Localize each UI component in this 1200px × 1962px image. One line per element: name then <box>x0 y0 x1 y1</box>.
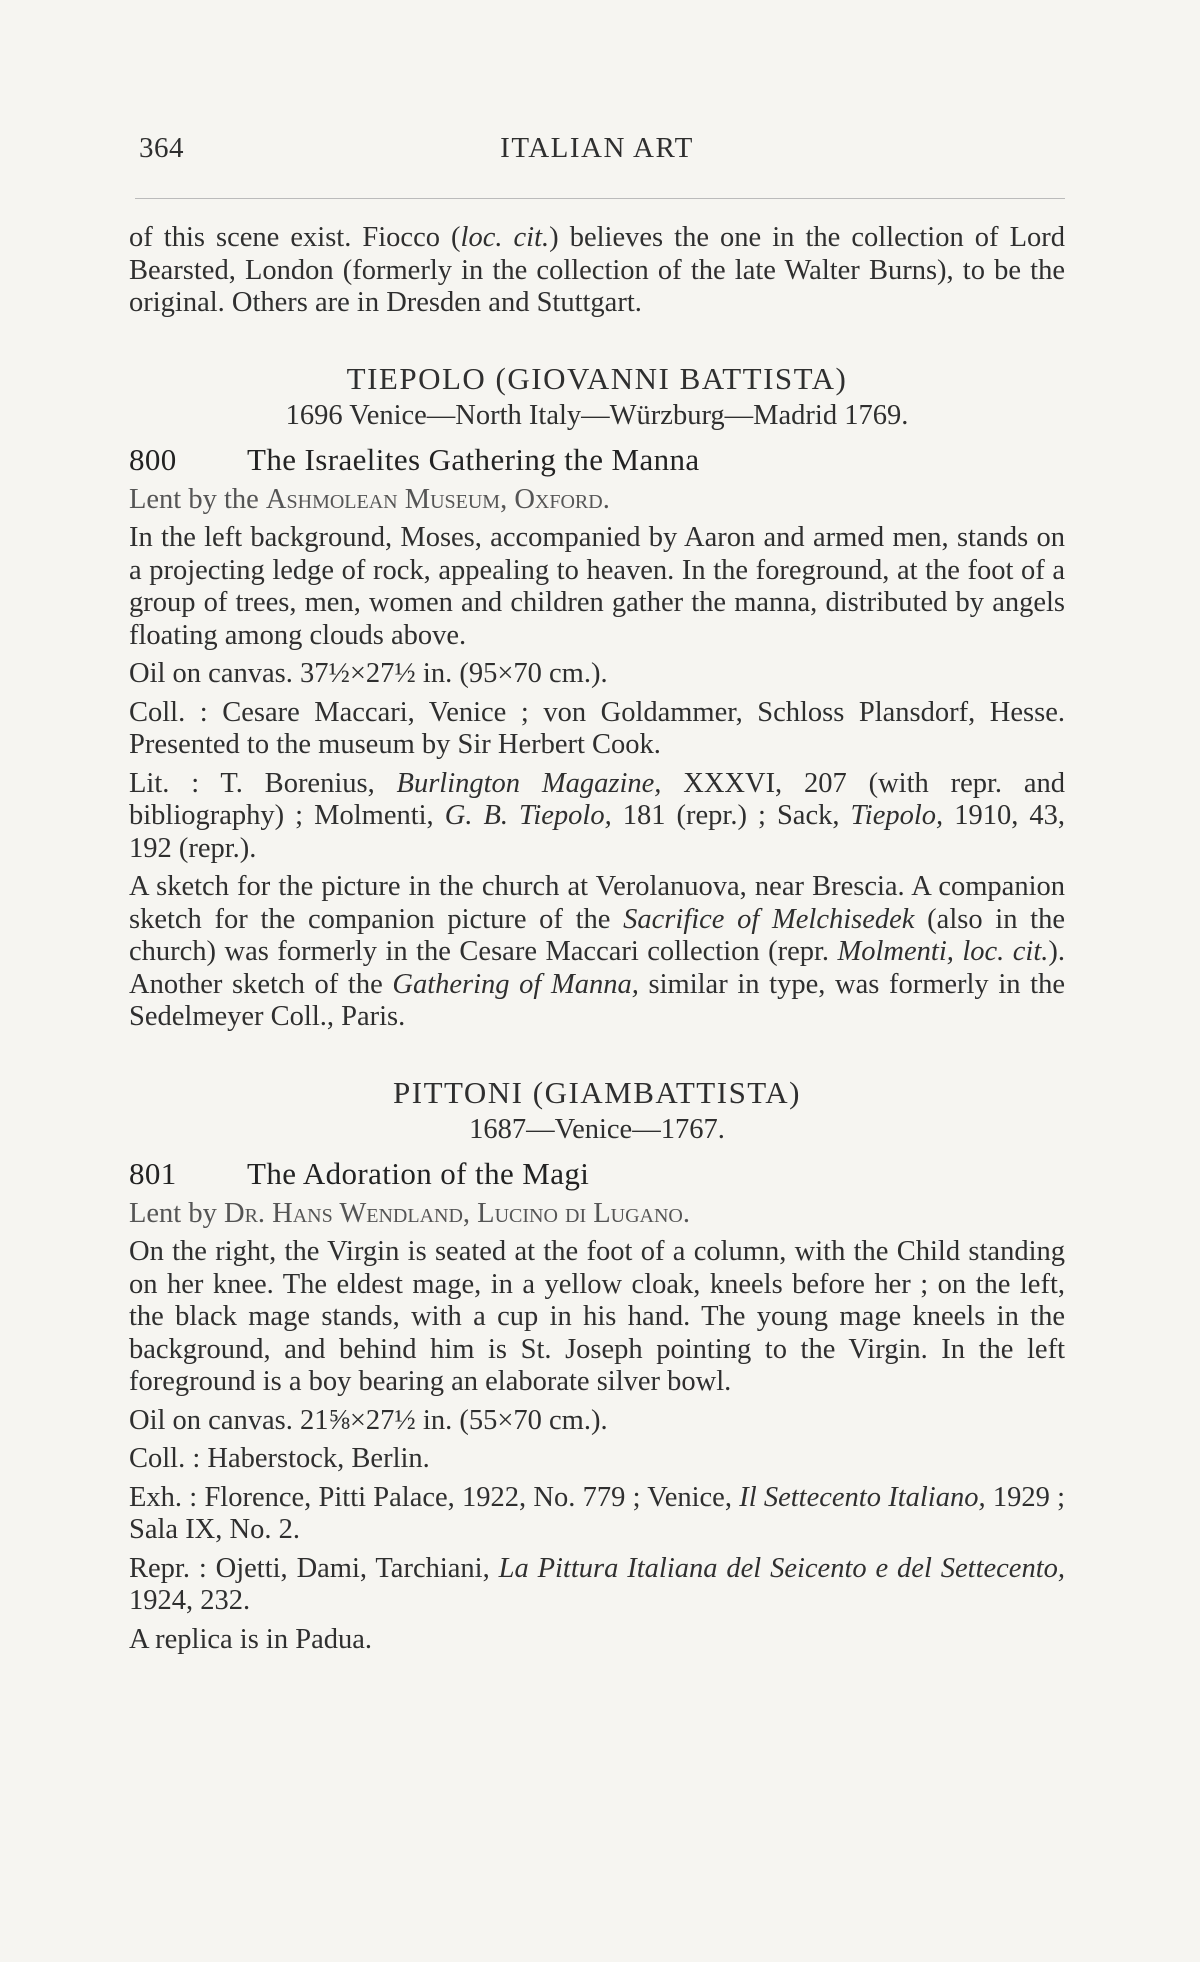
catalogue-number: 801 <box>129 1155 177 1191</box>
body-text <box>129 222 1065 1656</box>
artist-heading-tiepolo: TIEPOLO (GIOVANNI BATTISTA) <box>346 360 848 396</box>
exhibition-line: Exh. : Florence, Pitti Palace, 1922, No. 779 ; Venice, Il Settecento Italiano, 1929 ; Sala IX, No. 2. <box>129 1481 1066 1545</box>
artist-heading-pittoni: PITTONI (GIAMBATTISTA) <box>393 1074 801 1110</box>
note-paragraph: A replica is in Padua. <box>129 1623 372 1655</box>
medium-line: Oil on canvas. 21⅝×27½ in. (55×70 cm.). <box>129 1404 608 1436</box>
page-header <box>129 132 1065 172</box>
literature-line: Lit. : T. Borenius, Burlington Magazine, XXXVI, 207 (with repr. and bibliography) ; Molmenti, G. B. Tiepolo, 181 (repr.) ; Sack, Tiepolo, 1910, 43, 192 (repr.). <box>129 767 1066 864</box>
artist-dates-tiepolo: 1696 Venice—North Italy—Würzburg—Madrid 1769. <box>285 399 909 431</box>
description-paragraph: In the left background, Moses, accompanied by Aaron and armed men, stands on a projecting ledge of rock, appealing to heaven. In the foreground, at the foot of a group of trees, men, women and children gather the manna, distributed by angels floating among clouds above. <box>129 522 1065 651</box>
note-paragraph: A sketch for the picture in the church at Verolanuova, near Brescia. A companion sketch for the companion picture of the Sacrifice of Melchisedek (also in the church) was formerly in the Cesare Maccari collection (repr. Molmenti, loc. cit.). Another sketch of the Gathering of Manna, similar in type, was formerly in the Sedelmeyer Coll., Paris. <box>129 871 1065 1032</box>
entry-title-800 <box>129 440 1065 480</box>
intro-paragraph: of this scene exist. Fiocco (loc. cit.) believes the one in the collection of Lord Bearsted, London (formerly in the collection of the late Walter Burns), to be the original. Others are in Dresden and Stuttgart. <box>129 222 1065 318</box>
collection-line: Coll. : Haberstock, Berlin. <box>129 1443 430 1474</box>
artwork-title: The Israelites Gathering the Manna <box>247 441 700 477</box>
catalogue-number: 800 <box>129 441 177 477</box>
running-title: ITALIAN ART <box>500 132 694 164</box>
collection-line: Coll. : Cesare Maccari, Venice ; von Goldammer, Schloss Plansdorf, Hesse. Presented to the museum by Sir Herbert Cook. <box>129 696 1065 760</box>
entry-title-801 <box>129 1154 1065 1194</box>
lender-line: Lent by Dr. Hans Wendland, Lucino di Lugano. <box>129 1197 691 1229</box>
page-number: 364 <box>139 132 184 164</box>
lender-line: Lent by the Ashmolean Museum, Oxford. <box>129 483 610 515</box>
artist-dates-pittoni: 1687—Venice—1767. <box>469 1113 725 1145</box>
description-paragraph: On the right, the Virgin is seated at the foot of a column, with the Child standing on her knee. The eldest mage, in a yellow cloak, kneels before her ; on the left, the black mage stands, with a cup in his hand. The young mage kneels in the background, and behind him is St. Joseph pointing to the Virgin. In the left foreground is a boy bearing an elaborate silver bowl. <box>129 1236 1065 1397</box>
medium-line: Oil on canvas. 37½×27½ in. (95×70 cm.). <box>129 658 608 689</box>
reproduction-line: Repr. : Ojetti, Dami, Tarchiani, La Pittura Italiana del Seicento e del Settecento, 1924, 232. <box>129 1552 1065 1616</box>
header-rule <box>135 198 1065 199</box>
artwork-title: The Adoration of the Magi <box>247 1155 590 1191</box>
